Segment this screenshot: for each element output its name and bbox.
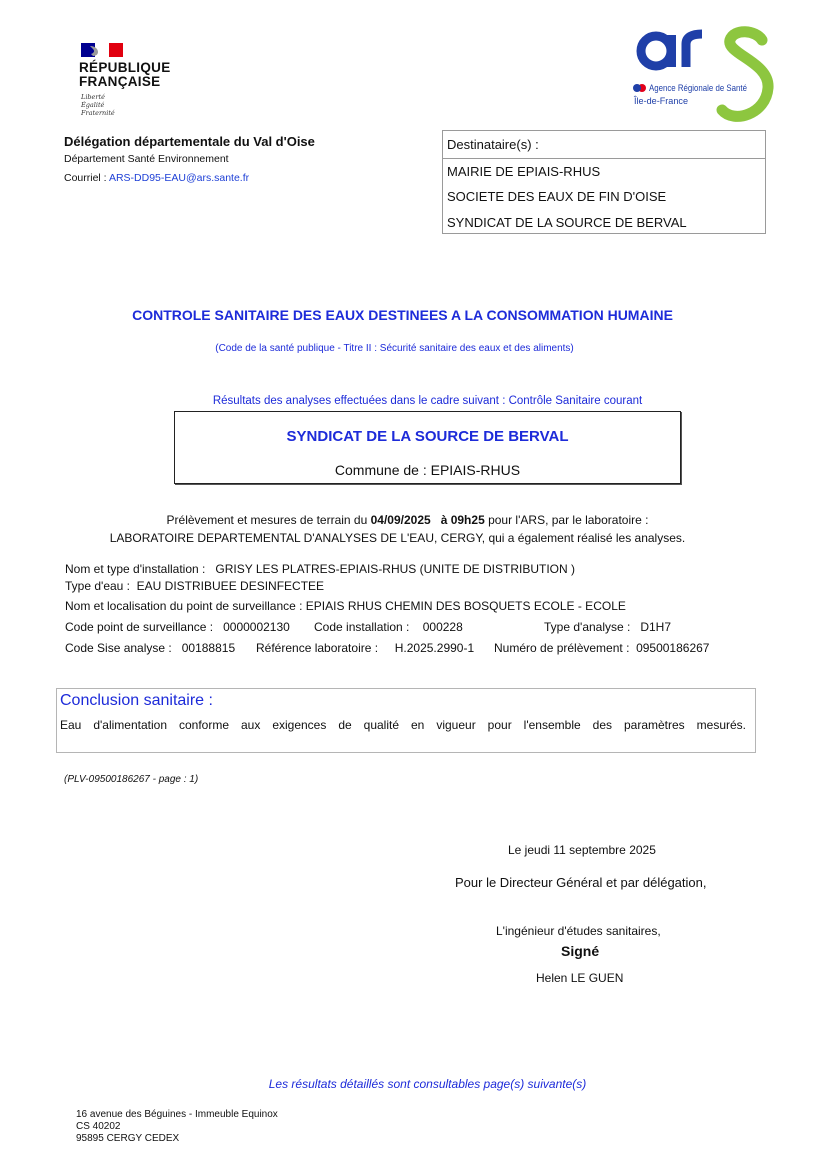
plv-reference: (PLV-09500186267 - page : 1) [64,774,199,785]
prelevement-suffix: pour l'ARS, par le laboratoire : [484,513,649,527]
ref-labo-info: Référence laboratoire : H.2025.2990-1 [256,641,475,655]
marianne-logo [81,43,123,57]
ars-logo [630,26,775,126]
type-eau-info: Type d'eau : EAU DISTRIBUEE DESINFECTEE [65,579,325,593]
code-installation-info: Code installation : 000228 [314,620,463,634]
conclusion-text: Eau d'alimentation conforme aux exigences de qualité en vigueur pour l'ensemble des paramètres mesurés. [60,718,746,732]
footer-address-line2: CS 40202 [76,1121,121,1132]
signature-signe: Signé [561,943,600,959]
destinataires-label: Destinataire(s) : [447,137,539,152]
signature-pour: Pour le Directeur Général et par délégation, [455,875,707,890]
devise-egalite: Égalité [81,101,105,109]
main-title: CONTROLE SANITAIRE DES EAUX DESTINEES A LA CONSOMMATION HUMAINE [132,307,673,323]
signature-ingenieur: L'ingénieur d'études sanitaires, [496,924,661,938]
delegation-department: Département Santé Environnement [64,153,229,165]
installation-info: Nom et type d'installation : GRISY LES PLATRES-EPIAIS-RHUS (UNITE DE DISTRIBUTION ) [65,562,575,576]
code-sise-info: Code Sise analyse : 00188815 [65,641,236,655]
ars-agency-line1: Agence Régionale de Santé [649,83,747,94]
results-note: Les résultats détaillés sont consultables page(s) suivante(s) [268,1077,587,1091]
ars-agency-line2: Île-de-France [633,96,688,107]
syndicat-commune: Commune de : EPIAIS-RHUS [334,462,521,478]
footer-address-line3: 95895 CERGY CEDEX [76,1133,180,1144]
prelevement-line [0,513,815,527]
code-point-info: Code point de surveillance : 0000002130 [65,620,290,634]
delegation-title: Délégation départementale du Val d'Oise [64,134,315,149]
point-surveillance-info: Nom et localisation du point de surveillance : EPIAIS RHUS CHEMIN DES BOSQUETS ECOLE - ECOLE [65,599,626,613]
conclusion-box [56,688,756,753]
footer-address-line1: 16 avenue des Béguines - Immeuble Equinox [76,1109,278,1120]
devise-liberte: Liberté [81,93,105,101]
laboratoire-line: LABORATOIRE DEPARTEMENTAL D'ANALYSES DE L'EAU, CERGY, qui a également réalisé les analyses. [109,531,686,545]
prelevement-prefix: Prélèvement et mesures de terrain du [166,513,371,527]
syndicat-box [174,411,681,484]
destinataire-item: SOCIETE DES EAUX DE FIN D'OISE [447,189,667,204]
code-reference: (Code de la santé publique - Titre II : Sécurité sanitaire des eaux et des aliments) [215,343,574,354]
devise-fraternite: Fraternité [81,109,115,117]
prelevement-time: à 09h25 [440,513,485,527]
republique-line2: FRANÇAISE [79,74,161,89]
courriel-link[interactable]: ARS-DD95-EAU@ars.sante.fr [108,172,250,184]
courriel-label: Courriel : [64,172,109,184]
type-analyse-info: Type d'analyse : D1H7 [544,620,672,634]
signature-name: Helen LE GUEN [536,971,624,985]
signature-date: Le jeudi 11 septembre 2025 [508,843,656,857]
delegation-courriel [64,172,249,184]
destinataire-item: MAIRIE DE EPIAIS-RHUS [443,158,765,184]
cadre-analyses: Résultats des analyses effectuées dans le cadre suivant : Contrôle Sanitaire courant [212,395,643,407]
destinataires-box [442,130,766,234]
destinataire-item: SYNDICAT DE LA SOURCE DE BERVAL [447,215,687,230]
conclusion-title: Conclusion sanitaire : [60,692,213,709]
syndicat-name: SYNDICAT DE LA SOURCE DE BERVAL [286,428,569,445]
prelevement-date: 04/09/2025 [370,513,431,527]
republique-line1: RÉPUBLIQUE [79,60,171,75]
num-prelevement-info: Numéro de prélèvement : 09500186267 [494,641,710,655]
